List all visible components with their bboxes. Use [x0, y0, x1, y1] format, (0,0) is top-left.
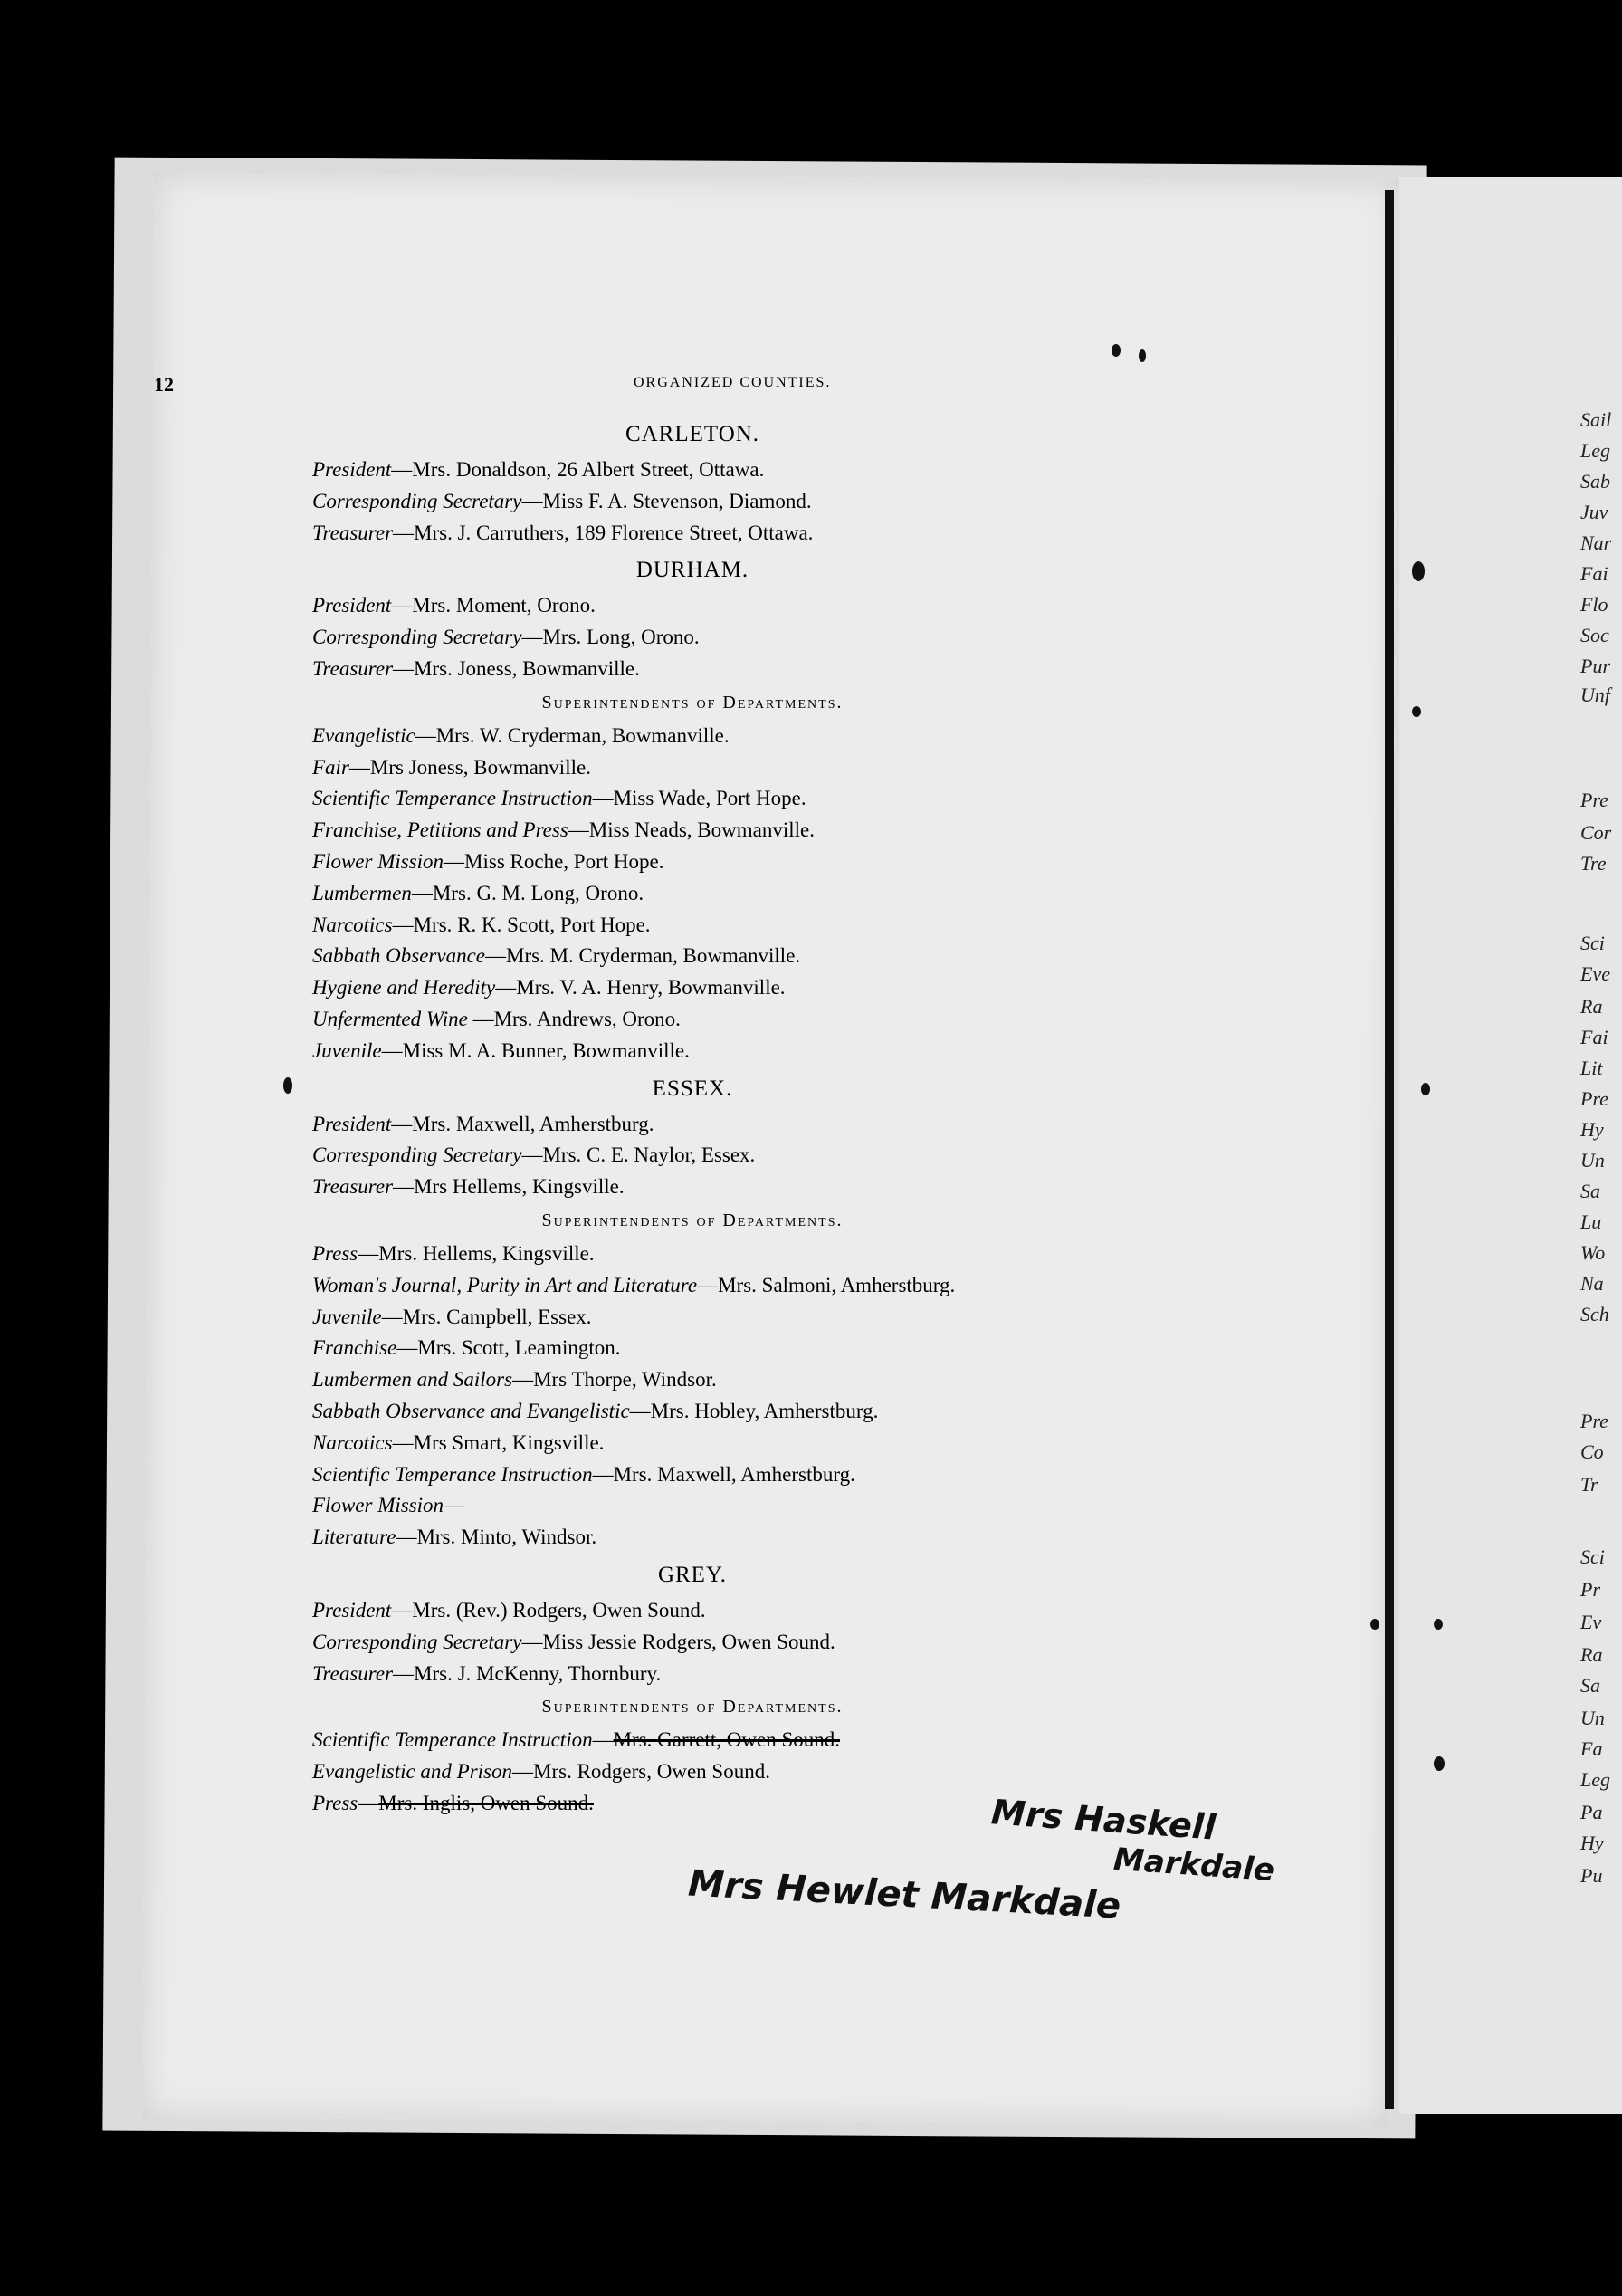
- entry-row: [312, 1659, 1353, 1690]
- entry-role: Scientific Temperance Instruction: [312, 1462, 593, 1486]
- entry-value: Mrs. Minto, Windsor.: [416, 1526, 597, 1549]
- entry-separator: —: [392, 913, 414, 936]
- entry-separator: —: [391, 1598, 413, 1622]
- entry-row: [312, 1239, 1353, 1270]
- facing-page-fragment: Cor: [1580, 821, 1612, 844]
- entry-separator: —: [592, 787, 614, 810]
- entry-separator: —: [521, 1630, 543, 1653]
- entry-separator: —: [467, 1007, 494, 1030]
- entry-row: [312, 1270, 1353, 1302]
- entry-value: Mrs. Moment, Orono.: [412, 594, 596, 617]
- entry-row: [312, 878, 1353, 910]
- entry-row: [312, 1109, 1353, 1141]
- entry-role: Evangelistic and Prison: [312, 1760, 513, 1784]
- entry-separator: —: [568, 818, 589, 842]
- facing-page-fragment: Tre: [1580, 852, 1607, 875]
- entry-value: Mrs. Donaldson, 26 Albert Street, Ottawa.: [412, 458, 765, 481]
- entry-row: [312, 1428, 1353, 1459]
- entry-separator: —: [444, 1494, 465, 1517]
- entry-row: [312, 721, 1353, 752]
- page-gutter: [1385, 190, 1394, 2109]
- facing-page-fragment: Juv: [1580, 501, 1608, 523]
- entry-value: Mrs. Hobley, Amherstburg.: [650, 1399, 879, 1422]
- entry-role: Treasurer: [312, 656, 394, 680]
- entry-separator: —: [381, 1038, 403, 1062]
- entry-row: [312, 847, 1353, 878]
- facing-page-fragment: Eve: [1580, 962, 1610, 985]
- county-title: ESSEX.: [652, 1076, 733, 1101]
- entry-role: Corresponding Secretary: [312, 1630, 522, 1653]
- handwritten-annotation-markdale: Markdale: [1112, 1841, 1276, 1889]
- entry-role: Treasurer: [312, 1175, 394, 1199]
- ink-blot: [1370, 1619, 1379, 1630]
- entry-row: [312, 1364, 1353, 1396]
- facing-page-fragment: Pre: [1580, 1410, 1608, 1432]
- entry-separator: —: [444, 849, 465, 873]
- entry-separator: —: [391, 1112, 413, 1135]
- facing-page-fragment: Ra: [1580, 995, 1603, 1018]
- entry-row: [312, 590, 1353, 622]
- facing-page-fragment: Sail: [1580, 408, 1612, 431]
- entry-separator: —: [396, 1526, 417, 1549]
- facing-page-fragment: Co: [1580, 1440, 1604, 1463]
- ink-blot: [1412, 561, 1425, 581]
- entry-separator: —: [381, 1305, 403, 1328]
- entry-value-struck: Mrs. Garrett, Owen Sound.: [613, 1728, 840, 1752]
- entry-value: Mrs. Hellems, Kingsville.: [378, 1241, 595, 1265]
- entry-value: Mrs. J. Carruthers, 189 Florence Street, Ottawa.: [414, 521, 814, 544]
- entry-role: President: [312, 458, 392, 481]
- facing-page-fragment: Leg: [1580, 1768, 1610, 1791]
- entry-separator: —: [392, 1430, 414, 1454]
- entry-value: Miss F. A. Stevenson, Diamond.: [542, 489, 812, 512]
- facing-page-fragment: Ev: [1580, 1611, 1602, 1633]
- entry-value: Mrs. Joness, Bowmanville.: [414, 656, 640, 680]
- facing-page-fragment: Lit: [1580, 1057, 1603, 1079]
- county-section: [312, 422, 1353, 549]
- county-listing: [312, 418, 1353, 1829]
- entry-value: Mrs. R. K. Scott, Port Hope.: [413, 913, 651, 936]
- entry-row: [312, 1490, 1353, 1522]
- entry-row: [312, 910, 1353, 942]
- entry-row: [312, 1172, 1353, 1203]
- entry-role: Narcotics: [312, 913, 393, 936]
- entry-row: [312, 783, 1353, 815]
- entry-role: Juvenile: [312, 1038, 382, 1062]
- entry-role: Scientific Temperance Instruction: [312, 1728, 593, 1752]
- entry-row: [312, 1036, 1353, 1067]
- entry-value: Mrs. Maxwell, Amherstburg.: [412, 1112, 654, 1135]
- entry-value: Mrs. C. E. Naylor, Essex.: [542, 1143, 756, 1167]
- facing-page-fragment: Soc: [1580, 624, 1609, 646]
- facing-page-fragment: Sci: [1580, 932, 1605, 954]
- entry-separator: —: [396, 1336, 418, 1360]
- entry-separator: —: [391, 458, 413, 481]
- ink-blot: [1434, 1619, 1443, 1630]
- entry-role: Woman's Journal, Purity in Art and Literature: [312, 1273, 698, 1296]
- entry-separator: —: [358, 1241, 379, 1265]
- entry-row: [312, 518, 1353, 550]
- entry-row: [312, 454, 1353, 486]
- entry-value: Miss Jessie Rodgers, Owen Sound.: [542, 1630, 835, 1653]
- entry-separator: —: [521, 1143, 543, 1167]
- facing-page-fragment: Leg: [1580, 439, 1610, 462]
- entry-value: Mrs Thorpe, Windsor.: [533, 1368, 717, 1392]
- facing-page-fragment: Fai: [1580, 562, 1608, 585]
- entry-row: [312, 1140, 1353, 1172]
- entry-row: [312, 622, 1353, 654]
- facing-page-fragment: Pre: [1580, 789, 1608, 811]
- entry-role: Corresponding Secretary: [312, 489, 522, 512]
- page-number: 12: [154, 373, 174, 396]
- entry-separator: —: [697, 1273, 719, 1296]
- entry-role: Press: [312, 1241, 358, 1265]
- facing-page-fragment: Lu: [1580, 1210, 1602, 1233]
- facing-page-fragment: Nar: [1580, 531, 1612, 554]
- county-section: [312, 558, 1353, 1067]
- facing-page-fragment: Tr: [1580, 1473, 1598, 1496]
- entry-role: Treasurer: [312, 1661, 394, 1685]
- entry-role: Literature: [312, 1526, 396, 1549]
- entry-role: Narcotics: [312, 1430, 393, 1454]
- entry-row: [312, 1302, 1353, 1334]
- entry-value: Mrs Hellems, Kingsville.: [414, 1175, 625, 1199]
- entry-role: President: [312, 1112, 392, 1135]
- facing-page-fragment: Pre: [1580, 1087, 1608, 1110]
- entry-row: [312, 1004, 1353, 1036]
- handwritten-annotation-hewlet: Mrs Hewlet Markdale: [687, 1862, 1122, 1928]
- entry-separator: —: [495, 976, 517, 1000]
- entry-value: Mrs. W. Cryderman, Bowmanville.: [435, 723, 730, 747]
- entry-value: Mrs Joness, Bowmanville.: [369, 755, 591, 779]
- ink-blot: [1139, 349, 1146, 362]
- superintendents-heading: Superintendents of Departments.: [541, 1697, 844, 1717]
- entry-row: [312, 1459, 1353, 1491]
- entry-role: Franchise, Petitions and Press: [312, 818, 568, 842]
- ink-blot: [283, 1077, 292, 1094]
- entry-separator: —: [393, 1175, 415, 1199]
- facing-page-fragment: Pa: [1580, 1801, 1603, 1823]
- facing-page-fragment: Hy: [1580, 1832, 1604, 1854]
- entry-row: [312, 1595, 1353, 1627]
- county-section: [312, 1563, 1353, 1820]
- entry-role: Lumbermen: [312, 881, 412, 904]
- entry-row: [312, 1396, 1353, 1428]
- entry-role: President: [312, 594, 392, 617]
- entry-row: [312, 972, 1353, 1004]
- entry-separator: —: [629, 1399, 651, 1422]
- entry-row: [312, 1756, 1353, 1788]
- entry-separator: —: [521, 489, 543, 512]
- entry-row: [312, 654, 1353, 685]
- entry-value: Mrs. J. McKenny, Thornbury.: [414, 1661, 662, 1685]
- entry-role: Sabbath Observance and Evangelistic: [312, 1399, 630, 1422]
- entry-value: Miss Wade, Port Hope.: [613, 787, 806, 810]
- county-title: DURHAM.: [635, 558, 749, 583]
- ink-blot: [1412, 706, 1421, 717]
- facing-page-fragment: Sab: [1580, 470, 1610, 493]
- ink-blot: [1421, 1083, 1430, 1095]
- facing-page-fragment: Pr: [1580, 1578, 1600, 1601]
- entry-row: [312, 941, 1353, 972]
- facing-page: [1399, 177, 1622, 2114]
- entry-value: Mrs. Rodgers, Owen Sound.: [533, 1760, 770, 1784]
- facing-page-fragment: Unf: [1580, 684, 1610, 706]
- entry-separator: —: [391, 594, 413, 617]
- entry-role: Fair: [312, 755, 349, 779]
- entry-role: Unfermented Wine: [312, 1007, 468, 1030]
- county-title: GREY.: [657, 1562, 728, 1587]
- handwritten-annotation-haskell: Mrs Haskell: [989, 1792, 1217, 1848]
- entry-row: [312, 486, 1353, 518]
- entry-value: Mrs. Campbell, Essex.: [402, 1305, 592, 1328]
- county-section: [312, 1076, 1353, 1554]
- facing-page-fragment: Fa: [1580, 1737, 1603, 1760]
- entry-value: Miss Roche, Port Hope.: [464, 849, 664, 873]
- entry-separator: —: [512, 1760, 534, 1784]
- entry-role: Treasurer: [312, 521, 394, 544]
- entry-value: Mrs. Andrews, Orono.: [493, 1007, 681, 1030]
- entry-row: [312, 1333, 1353, 1364]
- entry-value: Mrs. V. A. Henry, Bowmanville.: [516, 976, 786, 1000]
- facing-page-fragment: Pu: [1580, 1864, 1603, 1887]
- entry-row: [312, 752, 1353, 784]
- entry-separator: —: [393, 1661, 415, 1685]
- entry-role: Press: [312, 1791, 358, 1814]
- entry-value-struck: Mrs. Inglis, Owen Sound.: [378, 1791, 594, 1814]
- facing-page-fragment: Un: [1580, 1707, 1605, 1729]
- entry-row: [312, 1627, 1353, 1659]
- entry-role: Evangelistic: [312, 723, 415, 747]
- entry-separator: —: [411, 881, 433, 904]
- facing-page-fragment: Sa: [1580, 1180, 1600, 1202]
- entry-role: Corresponding Secretary: [312, 626, 522, 649]
- entry-separator: —: [592, 1728, 614, 1752]
- entry-separator: —: [348, 755, 370, 779]
- entry-value: Mrs Smart, Kingsville.: [413, 1430, 605, 1454]
- entry-role: Corresponding Secretary: [312, 1143, 522, 1167]
- facing-page-fragment: Pur: [1580, 655, 1610, 677]
- county-title: CARLETON.: [625, 422, 760, 446]
- entry-separator: —: [592, 1462, 614, 1486]
- facing-page-fragment: Ra: [1580, 1643, 1603, 1666]
- entry-value: Mrs. M. Cryderman, Bowmanville.: [506, 944, 801, 968]
- entry-value: Miss M. A. Bunner, Bowmanville.: [402, 1038, 690, 1062]
- entry-separator: —: [393, 656, 415, 680]
- entry-role: Lumbermen and Sailors: [312, 1368, 513, 1392]
- facing-page-fragment: Sa: [1580, 1674, 1600, 1697]
- entry-role: Scientific Temperance Instruction: [312, 787, 593, 810]
- entry-role: Juvenile: [312, 1305, 382, 1328]
- running-head: ORGANIZED COUNTIES.: [634, 375, 832, 390]
- entry-separator: —: [393, 521, 415, 544]
- entry-row: [312, 1522, 1353, 1554]
- facing-page-fragment: Un: [1580, 1149, 1605, 1172]
- entry-role: Flower Mission: [312, 849, 444, 873]
- facing-page-fragment: Flo: [1580, 593, 1608, 616]
- entry-role: Hygiene and Heredity: [312, 976, 496, 1000]
- entry-row: [312, 1725, 1353, 1756]
- entry-role: President: [312, 1598, 392, 1622]
- entry-value: Miss Neads, Bowmanville.: [588, 818, 815, 842]
- entry-separator: —: [485, 944, 506, 968]
- entry-role: Franchise: [312, 1336, 397, 1360]
- entry-value: Mrs. Scott, Leamington.: [417, 1336, 621, 1360]
- entry-role: Sabbath Observance: [312, 944, 485, 968]
- facing-page-fragment: Wo: [1580, 1241, 1606, 1264]
- entry-value: Mrs. Salmoni, Amherstburg.: [718, 1273, 956, 1296]
- superintendents-heading: Superintendents of Departments.: [541, 692, 844, 713]
- entry-value: Mrs. Long, Orono.: [542, 626, 700, 649]
- ink-blot: [1112, 344, 1121, 357]
- entry-value: Mrs. Maxwell, Amherstburg.: [613, 1462, 855, 1486]
- entry-separator: —: [512, 1368, 534, 1392]
- entry-value: Mrs. (Rev.) Rodgers, Owen Sound.: [412, 1598, 706, 1622]
- facing-page-fragment: Hy: [1580, 1118, 1604, 1141]
- entry-separator: —: [415, 723, 436, 747]
- entry-separator: —: [521, 626, 543, 649]
- facing-page-fragment: Sci: [1580, 1545, 1605, 1568]
- superintendents-heading: Superintendents of Departments.: [541, 1210, 844, 1230]
- entry-value: Mrs. G. M. Long, Orono.: [432, 881, 644, 904]
- ink-blot: [1434, 1756, 1445, 1771]
- facing-page-fragment: Fai: [1580, 1026, 1608, 1048]
- entry-separator: —: [358, 1791, 379, 1814]
- entry-row: [312, 815, 1353, 847]
- entry-role: Flower Mission: [312, 1494, 444, 1517]
- facing-page-fragment: Na: [1580, 1272, 1604, 1295]
- facing-page-fragment: Sch: [1580, 1303, 1609, 1325]
